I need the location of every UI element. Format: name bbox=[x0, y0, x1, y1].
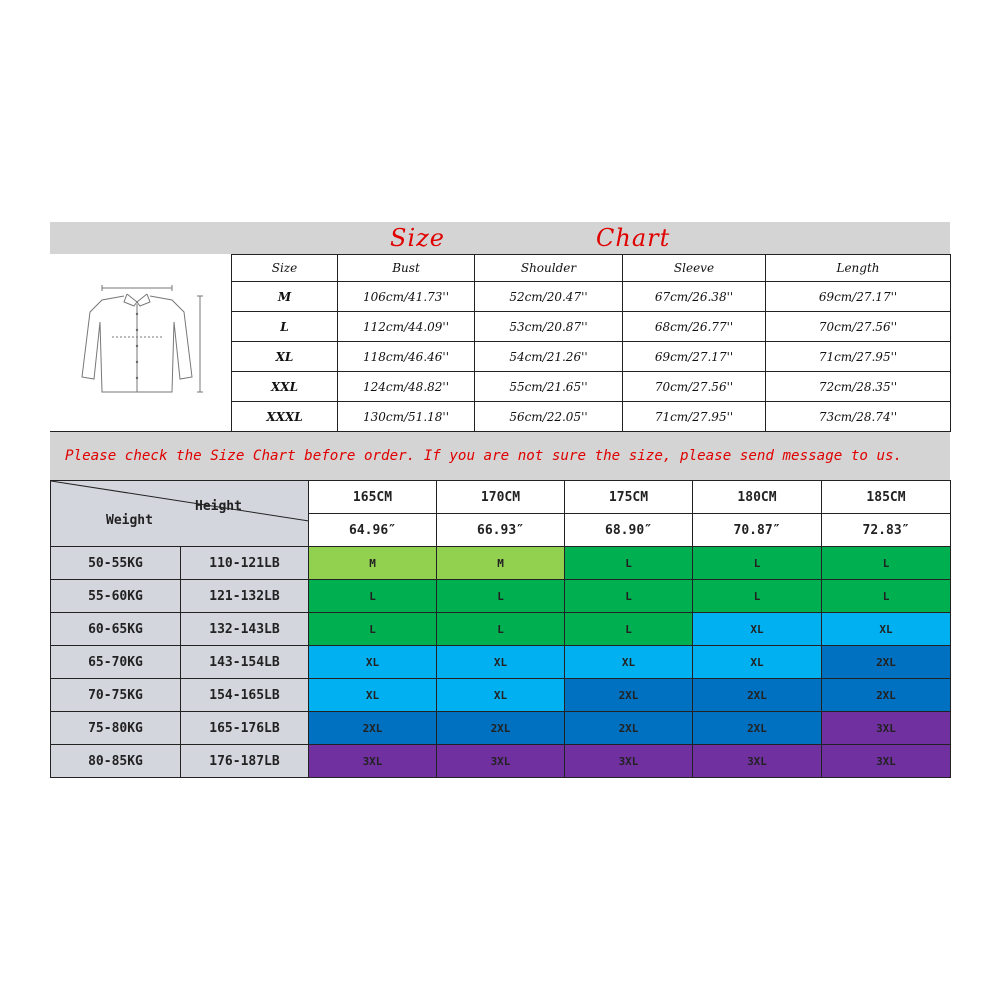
weight-lb-cell: 110-121LB bbox=[181, 547, 309, 580]
measure-cell: 124cm/48.82'' bbox=[338, 372, 475, 402]
size-cell: XXXL bbox=[232, 402, 338, 432]
fit-row bbox=[51, 646, 951, 679]
height-in-header: 68.90″ bbox=[565, 514, 693, 547]
weight-lb-cell: 154-165LB bbox=[181, 679, 309, 712]
measure-cell: 54cm/21.26'' bbox=[475, 342, 623, 372]
height-cm-header: 175CM bbox=[565, 481, 693, 514]
measure-cell: 56cm/22.05'' bbox=[475, 402, 623, 432]
height-in-header: 72.83″ bbox=[822, 514, 951, 547]
shirt-diagram-icon bbox=[72, 282, 212, 402]
weight-kg-cell: 75-80KG bbox=[51, 712, 181, 745]
fit-size-cell: XL bbox=[693, 613, 822, 646]
measure-row bbox=[232, 312, 951, 342]
weight-lb-cell: 121-132LB bbox=[181, 580, 309, 613]
measure-row bbox=[232, 402, 951, 432]
measure-cell: 130cm/51.18'' bbox=[338, 402, 475, 432]
measure-cell: 53cm/20.87'' bbox=[475, 312, 623, 342]
fit-size-cell: 2XL bbox=[565, 712, 693, 745]
weight-kg-cell: 65-70KG bbox=[51, 646, 181, 679]
measure-cell: 69cm/27.17'' bbox=[623, 342, 766, 372]
fit-size-cell: L bbox=[822, 580, 951, 613]
fit-size-cell: L bbox=[309, 580, 437, 613]
fit-size-cell: XL bbox=[437, 679, 565, 712]
height-cm-header: 180CM bbox=[693, 481, 822, 514]
fit-size-cell: L bbox=[565, 613, 693, 646]
weight-kg-cell: 50-55KG bbox=[51, 547, 181, 580]
fit-size-cell: 2XL bbox=[693, 679, 822, 712]
weight-lb-cell: 143-154LB bbox=[181, 646, 309, 679]
measure-cell: 70cm/27.56'' bbox=[623, 372, 766, 402]
notice-bar bbox=[50, 431, 950, 481]
measure-header-sleeve: Sleeve bbox=[623, 255, 766, 282]
measure-header-bust: Bust bbox=[338, 255, 475, 282]
measure-cell: 71cm/27.95'' bbox=[766, 342, 951, 372]
fit-row bbox=[51, 613, 951, 646]
fit-row bbox=[51, 745, 951, 778]
fit-size-cell: 2XL bbox=[309, 712, 437, 745]
diagonal-divider bbox=[51, 481, 309, 545]
fit-size-cell: XL bbox=[309, 646, 437, 679]
fit-table bbox=[50, 480, 951, 778]
measure-cell: 106cm/41.73'' bbox=[338, 282, 475, 312]
title-bar bbox=[50, 222, 950, 255]
height-in-header: 66.93″ bbox=[437, 514, 565, 547]
height-label: Height bbox=[195, 499, 242, 514]
height-cm-header: 165CM bbox=[309, 481, 437, 514]
fit-size-cell: 3XL bbox=[822, 745, 951, 778]
fit-row bbox=[51, 679, 951, 712]
fit-row bbox=[51, 547, 951, 580]
measure-header-length: Length bbox=[766, 255, 951, 282]
size-cell: XL bbox=[232, 342, 338, 372]
weight-kg-cell: 60-65KG bbox=[51, 613, 181, 646]
fit-size-cell: L bbox=[437, 580, 565, 613]
size-chart bbox=[50, 222, 950, 778]
measure-cell: 72cm/28.35'' bbox=[766, 372, 951, 402]
fit-size-cell: L bbox=[822, 547, 951, 580]
fit-size-cell: 3XL bbox=[693, 745, 822, 778]
fit-size-cell: L bbox=[693, 580, 822, 613]
measure-cell: 67cm/26.38'' bbox=[623, 282, 766, 312]
height-in-header: 70.87″ bbox=[693, 514, 822, 547]
fit-size-cell: XL bbox=[822, 613, 951, 646]
measurement-section bbox=[50, 254, 950, 431]
measure-header-size: Size bbox=[232, 255, 338, 282]
fit-size-cell: 2XL bbox=[693, 712, 822, 745]
fit-size-cell: M bbox=[437, 547, 565, 580]
fit-size-cell: L bbox=[437, 613, 565, 646]
fit-size-cell: 2XL bbox=[437, 712, 565, 745]
measure-cell: 112cm/44.09'' bbox=[338, 312, 475, 342]
measurement-table bbox=[231, 254, 951, 432]
measure-cell: 68cm/26.77'' bbox=[623, 312, 766, 342]
fit-size-cell: L bbox=[693, 547, 822, 580]
size-cell: L bbox=[232, 312, 338, 342]
fit-size-cell: 3XL bbox=[437, 745, 565, 778]
fit-size-cell: 3XL bbox=[309, 745, 437, 778]
measure-cell: 69cm/27.17'' bbox=[766, 282, 951, 312]
weight-lb-cell: 165-176LB bbox=[181, 712, 309, 745]
measure-cell: 118cm/46.46'' bbox=[338, 342, 475, 372]
size-cell: XXL bbox=[232, 372, 338, 402]
fit-size-cell: XL bbox=[309, 679, 437, 712]
measure-cell: 73cm/28.74'' bbox=[766, 402, 951, 432]
height-cm-header: 170CM bbox=[437, 481, 565, 514]
notice-text: Please check the Size Chart before order. If you are not sure the size, please send message to us. bbox=[65, 448, 903, 464]
title-size: Size bbox=[390, 224, 445, 252]
fit-size-cell: L bbox=[565, 547, 693, 580]
fit-size-cell: L bbox=[565, 580, 693, 613]
weight-lb-cell: 176-187LB bbox=[181, 745, 309, 778]
height-in-header: 64.96″ bbox=[309, 514, 437, 547]
weight-kg-cell: 80-85KG bbox=[51, 745, 181, 778]
fit-size-cell: 2XL bbox=[565, 679, 693, 712]
measure-cell: 70cm/27.56'' bbox=[766, 312, 951, 342]
measure-row bbox=[232, 372, 951, 402]
weight-kg-cell: 55-60KG bbox=[51, 580, 181, 613]
size-cell: M bbox=[232, 282, 338, 312]
fit-row bbox=[51, 712, 951, 745]
fit-row bbox=[51, 580, 951, 613]
shirt-diagram bbox=[50, 254, 232, 431]
weight-kg-cell: 70-75KG bbox=[51, 679, 181, 712]
fit-size-cell: 3XL bbox=[565, 745, 693, 778]
fit-size-cell: XL bbox=[565, 646, 693, 679]
measure-cell: 71cm/27.95'' bbox=[623, 402, 766, 432]
measure-cell: 55cm/21.65'' bbox=[475, 372, 623, 402]
measure-row bbox=[232, 342, 951, 372]
fit-size-cell: XL bbox=[437, 646, 565, 679]
measure-cell: 52cm/20.47'' bbox=[475, 282, 623, 312]
title-chart: Chart bbox=[596, 224, 671, 252]
measure-row bbox=[232, 282, 951, 312]
weight-lb-cell: 132-143LB bbox=[181, 613, 309, 646]
fit-size-cell: XL bbox=[693, 646, 822, 679]
weight-label: Weight bbox=[106, 513, 153, 528]
fit-size-cell: 2XL bbox=[822, 679, 951, 712]
measure-header-shoulder: Shoulder bbox=[475, 255, 623, 282]
height-weight-corner bbox=[51, 481, 309, 547]
fit-size-cell: L bbox=[309, 613, 437, 646]
fit-size-cell: 2XL bbox=[822, 646, 951, 679]
fit-size-cell: 3XL bbox=[822, 712, 951, 745]
height-cm-header: 185CM bbox=[822, 481, 951, 514]
fit-size-cell: M bbox=[309, 547, 437, 580]
